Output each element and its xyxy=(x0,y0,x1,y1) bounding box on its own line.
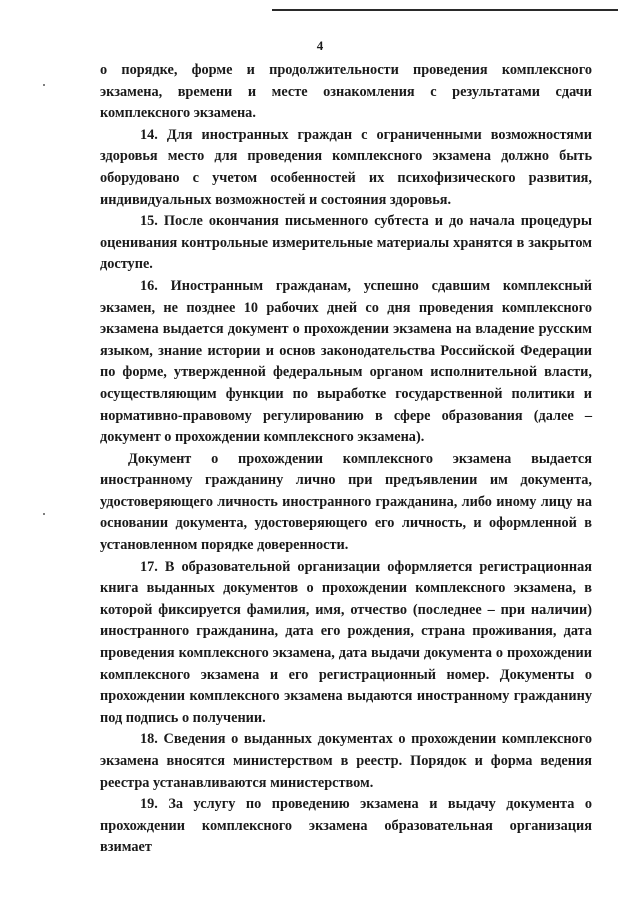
scan-speck xyxy=(43,513,45,515)
paragraph-16-document: Документ о прохождении комплексного экзамена выдается иностранному гражданину лично при предъявлении им документа, удостоверяющего личность иностранного гражданина, либо иному лицу на основании документа, удостоверяющего его личность, и оформленной в установленном порядке доверенности. xyxy=(100,450,592,554)
paragraph-17: 17. В образовательной организации оформляется регистрационная книга выданных документов о прохождении комплексного экзамена, в которой фиксируется фамилия, имя, отчество (последнее – при наличии) иностранного гражданина, дата его рождения, страна проживания, дата проведения комплексного экзамена, дата выдачи документа о прохождении комплексного экзамена и его регистрационный номер. Документы о прохождении комплексного экзамена выдаются иностранному гражданину под подпись о получении. xyxy=(100,558,592,726)
document-body xyxy=(100,60,592,859)
paragraph-15: 15. После окончания письменного субтеста и до начала процедуры оценивания контрольные измерительные материалы хранятся в закрытом доступе. xyxy=(100,213,592,273)
paragraph-18: 18. Сведения о выданных документах о прохождении комплексного экзамена вносятся министерством в реестр. Порядок и форма ведения реестра устанавливаются министерством. xyxy=(100,731,592,791)
paragraph-continuation: о порядке, форме и продолжительности проведения комплексного экзамена, времени и месте ознакомления с результатами сдачи комплексного экзамена. xyxy=(100,62,592,122)
scan-speck xyxy=(43,84,45,86)
paragraph-14: 14. Для иностранных граждан с ограниченными возможностями здоровья место для проведения комплексного экзамена должно быть оборудовано с учетом особенностей их психофизического развития, индивидуальных возможностей и состояния здоровья. xyxy=(100,126,592,208)
top-rule xyxy=(272,9,618,11)
paragraph-16: 16. Иностранным гражданам, успешно сдавшим комплексный экзамен, не позднее 10 рабочих дней со дня проведения комплексного экзамена выдается документ о прохождении экзамена на владение русским языком, знание истории и основ законодательства Российской Федерации по форме, утвержденной федеральным органом исполнительной власти, осуществляющим функции по выработке государственной политики и нормативно-правовому регулированию в сфере образования (далее – документ о прохождении комплексного экзамена). xyxy=(100,277,592,446)
page-number: 4 xyxy=(316,38,324,53)
paragraph-19: 19. За услугу по проведению экзамена и выдачу документа о прохождении комплексного экзамена образовательная организация взимает xyxy=(100,796,592,856)
